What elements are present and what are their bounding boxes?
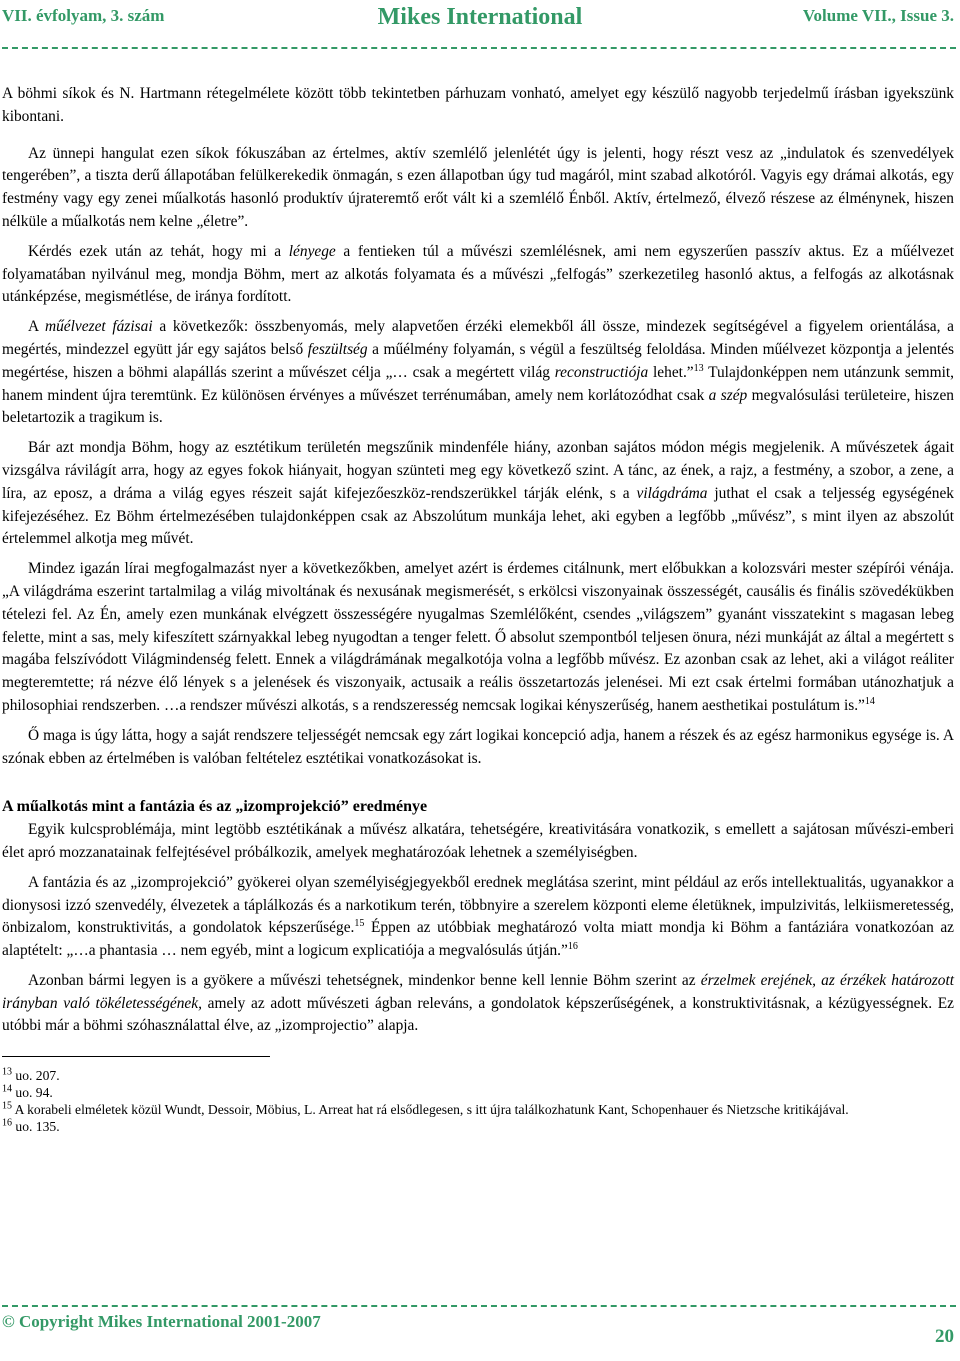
article-body — [2, 83, 954, 1135]
paragraph: A fantázia és az „izomprojekció” gyökerei olyan személyiségjegyekből erednek meglátása szerint, mint például az erős intellektualitás, ugyanakkor a dionysosi izzó szenvedély, élvezetek a táplálkozás és a narkotikum terén, többnyire a szerelem központi eleme életüknek, impulzivitás, lelkiismeretesség, önbizalom, konstruktivitás, a gondolatok képszerűsége.$^{15}$ Éppen az utóbbiak meghatározó volta miatt mondja ki Böhm a fantáziára vonatkozóan az alaptételt: „…a phantasia … nem egyéb, mint a logicum explicatiója a megvalósulás útján.”$^{16}$ — [2, 873, 954, 960]
header-divider — [2, 47, 956, 49]
paragraph: Egyik kulcsproblémája, mint legtöbb esztétikának a művész alkatára, tehetségére, kreativitására vonatkozik, s emellett a sajátosan művészi-emberi élet apró mozzanatainak felfejtésével próbálkozik, amelyek meghatározóak lehetnek a személyiségben. — [2, 821, 954, 861]
paragraph: Azonban bármi legyen is a gyökere a művészi tehetségnek, mindenkor benne kell lennie Böhm szerint az érzelmek erejének, az érzékek határozott irányban való tökéletességének, amely az adott művészeti ágban releváns, a gondolatok képszerűségének, a konstruktivitásnak, a kézügyességnek. Ez utóbbi már a böhmi szóhasználattal élve, az „izomprojectio” alapja. — [2, 971, 955, 1035]
footnote: $^{14}$ uo. 94. — [2, 1083, 53, 1101]
page-footer — [0, 1312, 960, 1361]
footnote: $^{13}$ uo. 207. — [2, 1066, 60, 1084]
copyright-notice: © Copyright Mikes International 2001-2007 — [2, 1312, 321, 1331]
footnote: $^{15}$ A korabeli elméletek közül Wundt, Dessoir, Möbius, L. Arreat hat rá elsődlegesen, s itt újra találkozhatunk Kant, Schopenhauer és Nietzsche kritikájával. — [2, 1100, 849, 1118]
paragraph: A böhmi síkok és N. Hartmann rétegelmélete között több tekintetben párhuzam vonható, amelyet egy készülő nagyobb terjedelmű írásban igyekszünk kibontani. — [2, 85, 954, 125]
footnote-ref: 15 — [354, 918, 365, 930]
paragraph: Ő maga is úgy látta, hogy a saját rendszere teljességét nemcsak egy zárt logikai koncepció adja, hanem a részek és az egész harmonikus egysége is. A szónak ebben az értelmében is valóban feltételez esztétikai vonatkozásokat is. — [2, 726, 954, 767]
header-volume-english: Volume VII., Issue 3. — [802, 6, 954, 25]
paragraph: A műélvezet fázisai a következők: összbenyomás, mely alapvetően érzéki elemekből áll össze, mindezek segítségével a figyelem orientálása, a megértés, mindezzel együtt jár egy sajátos belső feszültség a műélmény folyamán, s végül a feszültség feloldása. Minden műélvezet központja a jelentés megértése, hiszen a böhmi alapállás szerint a művészet célja „… csak a megértett világ reconstructiója lehet.”$^{13}$ Tulajdonképpen nem utánzunk semmit, hanem mindent újra teremtünk. Ez különösen érvényes a művészet terrénumában, amely nem korlátozódhat csak a szép megvalósulási területeire, hiszen beletartozik a tragikum is. — [2, 318, 955, 427]
paragraph: Kérdés ezek után az tehát, hogy mi a lényege a fentieken túl a művészi szemlélésnek, ami nem egyszerűen passzív aktus. Ez a műélvezet folyamatában nyilvánul meg, mondja Böhm, mert az alkotás folyamata és a művészi „felfogás” szerkezetileg hasonló aktus, a felfogás az alkotásnak utánképzése, megismétlése, de iránya fordított. — [2, 242, 954, 306]
footnote-ref: 16 — [567, 940, 578, 952]
footnote-ref: 13 — [693, 362, 704, 374]
footnote: $^{16}$ uo. 135. — [2, 1117, 60, 1135]
header-journal-title: Mikes International — [377, 4, 583, 30]
paragraph: Bár azt mondja Böhm, hogy az esztétikum területén megszűnik mindenféle hiány, azonban sajátos módon mégis megjelenik. A művészetek ágait vizsgálva rávilágít arra, hogy az egyes fokok hiányait, hogyan szünteti meg egy következő szint. A tánc, az ének, a rajz, a festmény, a szobor, a zene, a líra, az eposz, a dráma a világ egyes részeit saját kifejezőeszköz-rendszerükkel tárják elénk, s a világdráma juthat el csak a teljesség egységének kifejezéséhez. Ez Böhm értelmezésében tulajdonképpen csak az Abszolútum munkája lehet, aki egyben a legfőbb „művész”, s mint ilyen az abszolút értelemmel alkotja meg művét. — [2, 439, 954, 548]
footnote-ref: 14 — [864, 695, 875, 707]
paragraph: Mindez igazán lírai megfogalmazást nyer a következőkben, amelyet azért is érdemes citálnunk, mert előbukkan a kolozsvári mester szépírói vénája. „A világdráma eszerint tartalmilag a világ mivoltának és nexusának megismerését, s erkölcsi viszonyainak összességét, causális és finális szövedékükben tételezi fel. Az Én, amely ezen munkának elvégzett összességére nyugalmas Szemlélőként, csendes „világszem” gyanánt visszatekint s magasan lebeg felette, mint a sas, mely kifeszített szárnyakkal lebeg nyugodtan a tenger felett. Ő absolut szempontból teljesen önura, nézi munkáját az által a megértett s magába felszívódott Világmindenség felett. Ennek a világdrámának megalkotója volna a legfőbb művész. Ez azonban csak az lehet, aki a világot reáliter megteremtette; rá nézve élő lények s a jelenések és viszonyaik, actusaik a reális összetartozás jelenései. Mi ezt csak értelmi formában utánozhatjuk a philosophiai rendszerben. …a rendszer művészi alkotás, s a rendszeresség nemcsak logikai kényszerűség, hanem aesthetikai postulátum is.”$^{14}$ — [2, 560, 954, 714]
paragraph: Az ünnepi hangulat ezen síkok fókuszában az értelmes, aktív szemlélő jelenlétét úgy is jelenti, hogy részt vesz az „indulatok és szenvedélyek tengerében”, a tiszta derű állapotában felülkerekedik önmagán, s ezen állapotban úgy tud magáról, mint szabad alkotóról. Vagyis egy drámai alkotás, egy festmény vagy egy zenei műalkotás hasonló produktív újrateremtő erőt vált ki a szemlélő Énből. Aktív, értelmező, élvező részese az élménynek, hiszen nélküle a műalkotás nem kelne „életre”. — [2, 144, 954, 230]
page-header — [0, 0, 960, 40]
footer-divider — [2, 1305, 956, 1307]
page-number: 20 — [935, 1326, 954, 1347]
section-heading: A műalkotás mint a fantázia és az „izomprojekció” eredménye — [2, 798, 428, 816]
header-volume-hungarian: VII. évfolyam, 3. szám — [2, 6, 165, 25]
footnote-divider — [2, 1056, 270, 1057]
